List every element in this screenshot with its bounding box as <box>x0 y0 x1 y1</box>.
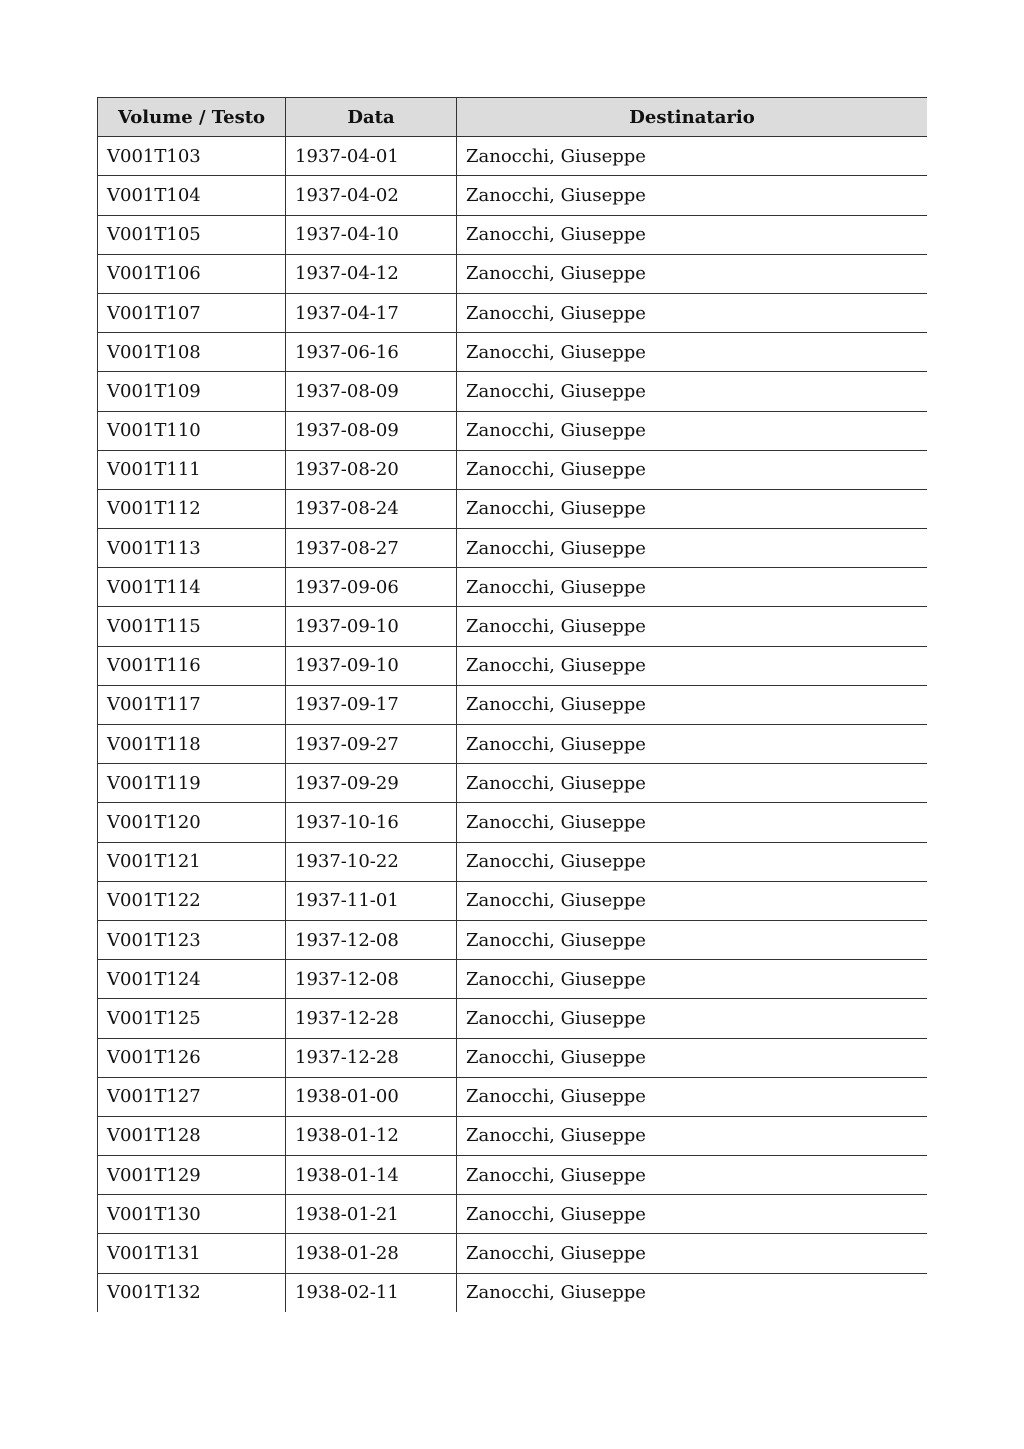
cell-data: 1937-09-17 <box>286 685 457 724</box>
cell-data: 1938-02-11 <box>286 1273 457 1312</box>
cell-data: 1938-01-12 <box>286 1116 457 1155</box>
cell-volume-testo: V001T108 <box>98 333 286 372</box>
cell-data: 1937-08-27 <box>286 529 457 568</box>
cell-volume-testo: V001T132 <box>98 1273 286 1312</box>
table-row <box>98 607 928 646</box>
table-row <box>98 1195 928 1234</box>
cell-data: 1937-04-02 <box>286 176 457 215</box>
letters-table-container <box>97 97 927 1312</box>
cell-volume-testo: V001T112 <box>98 489 286 528</box>
cell-data: 1937-10-22 <box>286 842 457 881</box>
cell-destinatario: Zanocchi, Giuseppe <box>457 1156 928 1195</box>
cell-destinatario: Zanocchi, Giuseppe <box>457 489 928 528</box>
table-row <box>98 960 928 999</box>
cell-destinatario: Zanocchi, Giuseppe <box>457 725 928 764</box>
cell-data: 1938-01-14 <box>286 1156 457 1195</box>
cell-volume-testo: V001T111 <box>98 450 286 489</box>
table-row <box>98 764 928 803</box>
cell-destinatario: Zanocchi, Giuseppe <box>457 1116 928 1155</box>
table-row <box>98 411 928 450</box>
cell-destinatario: Zanocchi, Giuseppe <box>457 176 928 215</box>
cell-data: 1938-01-28 <box>286 1234 457 1273</box>
cell-data: 1938-01-21 <box>286 1195 457 1234</box>
cell-destinatario: Zanocchi, Giuseppe <box>457 333 928 372</box>
cell-volume-testo: V001T127 <box>98 1077 286 1116</box>
table-body <box>98 137 928 1312</box>
table-header-row <box>98 98 928 137</box>
cell-data: 1937-09-27 <box>286 725 457 764</box>
table-row <box>98 1116 928 1155</box>
cell-data: 1937-04-17 <box>286 293 457 332</box>
cell-data: 1937-09-06 <box>286 568 457 607</box>
table-row <box>98 803 928 842</box>
cell-volume-testo: V001T115 <box>98 607 286 646</box>
cell-volume-testo: V001T125 <box>98 999 286 1038</box>
cell-destinatario: Zanocchi, Giuseppe <box>457 764 928 803</box>
table-row <box>98 489 928 528</box>
cell-data: 1937-09-29 <box>286 764 457 803</box>
cell-volume-testo: V001T103 <box>98 137 286 176</box>
cell-volume-testo: V001T131 <box>98 1234 286 1273</box>
cell-volume-testo: V001T114 <box>98 568 286 607</box>
cell-data: 1937-12-08 <box>286 920 457 959</box>
cell-destinatario: Zanocchi, Giuseppe <box>457 1234 928 1273</box>
cell-volume-testo: V001T116 <box>98 646 286 685</box>
cell-data: 1937-04-10 <box>286 215 457 254</box>
table-row <box>98 1077 928 1116</box>
table-row <box>98 450 928 489</box>
cell-destinatario: Zanocchi, Giuseppe <box>457 999 928 1038</box>
cell-volume-testo: V001T126 <box>98 1038 286 1077</box>
cell-destinatario: Zanocchi, Giuseppe <box>457 568 928 607</box>
cell-data: 1937-10-16 <box>286 803 457 842</box>
table-row <box>98 999 928 1038</box>
cell-volume-testo: V001T113 <box>98 529 286 568</box>
cell-data: 1937-12-28 <box>286 1038 457 1077</box>
cell-data: 1937-09-10 <box>286 607 457 646</box>
cell-destinatario: Zanocchi, Giuseppe <box>457 215 928 254</box>
table-row <box>98 920 928 959</box>
cell-data: 1937-04-01 <box>286 137 457 176</box>
cell-destinatario: Zanocchi, Giuseppe <box>457 920 928 959</box>
cell-data: 1938-01-00 <box>286 1077 457 1116</box>
cell-volume-testo: V001T104 <box>98 176 286 215</box>
cell-destinatario: Zanocchi, Giuseppe <box>457 372 928 411</box>
table-row <box>98 1273 928 1312</box>
letters-table <box>97 97 927 1312</box>
cell-destinatario: Zanocchi, Giuseppe <box>457 685 928 724</box>
cell-volume-testo: V001T117 <box>98 685 286 724</box>
cell-volume-testo: V001T130 <box>98 1195 286 1234</box>
cell-destinatario: Zanocchi, Giuseppe <box>457 881 928 920</box>
table-row <box>98 293 928 332</box>
cell-volume-testo: V001T110 <box>98 411 286 450</box>
cell-data: 1937-09-10 <box>286 646 457 685</box>
cell-data: 1937-11-01 <box>286 881 457 920</box>
cell-destinatario: Zanocchi, Giuseppe <box>457 529 928 568</box>
cell-destinatario: Zanocchi, Giuseppe <box>457 960 928 999</box>
table-row <box>98 646 928 685</box>
cell-data: 1937-12-28 <box>286 999 457 1038</box>
table-row <box>98 254 928 293</box>
cell-volume-testo: V001T129 <box>98 1156 286 1195</box>
cell-data: 1937-06-16 <box>286 333 457 372</box>
header-destinatario: Destinatario <box>457 98 928 137</box>
cell-destinatario: Zanocchi, Giuseppe <box>457 254 928 293</box>
cell-destinatario: Zanocchi, Giuseppe <box>457 450 928 489</box>
table-row <box>98 1156 928 1195</box>
cell-volume-testo: V001T120 <box>98 803 286 842</box>
cell-data: 1937-08-09 <box>286 411 457 450</box>
cell-volume-testo: V001T119 <box>98 764 286 803</box>
cell-volume-testo: V001T106 <box>98 254 286 293</box>
table-row <box>98 685 928 724</box>
cell-data: 1937-12-08 <box>286 960 457 999</box>
table-row <box>98 529 928 568</box>
cell-volume-testo: V001T123 <box>98 920 286 959</box>
cell-destinatario: Zanocchi, Giuseppe <box>457 1077 928 1116</box>
cell-data: 1937-04-12 <box>286 254 457 293</box>
cell-destinatario: Zanocchi, Giuseppe <box>457 607 928 646</box>
cell-data: 1937-08-24 <box>286 489 457 528</box>
header-data: Data <box>286 98 457 137</box>
table-row <box>98 372 928 411</box>
cell-destinatario: Zanocchi, Giuseppe <box>457 1195 928 1234</box>
cell-destinatario: Zanocchi, Giuseppe <box>457 411 928 450</box>
table-row <box>98 137 928 176</box>
table-row <box>98 1234 928 1273</box>
table-row <box>98 176 928 215</box>
cell-volume-testo: V001T124 <box>98 960 286 999</box>
cell-volume-testo: V001T128 <box>98 1116 286 1155</box>
cell-destinatario: Zanocchi, Giuseppe <box>457 803 928 842</box>
table-row <box>98 842 928 881</box>
cell-volume-testo: V001T121 <box>98 842 286 881</box>
cell-data: 1937-08-09 <box>286 372 457 411</box>
cell-volume-testo: V001T109 <box>98 372 286 411</box>
table-row <box>98 215 928 254</box>
cell-volume-testo: V001T107 <box>98 293 286 332</box>
cell-destinatario: Zanocchi, Giuseppe <box>457 293 928 332</box>
cell-destinatario: Zanocchi, Giuseppe <box>457 1038 928 1077</box>
cell-destinatario: Zanocchi, Giuseppe <box>457 1273 928 1312</box>
cell-destinatario: Zanocchi, Giuseppe <box>457 137 928 176</box>
cell-volume-testo: V001T122 <box>98 881 286 920</box>
cell-destinatario: Zanocchi, Giuseppe <box>457 842 928 881</box>
cell-volume-testo: V001T118 <box>98 725 286 764</box>
cell-data: 1937-08-20 <box>286 450 457 489</box>
table-row <box>98 568 928 607</box>
header-volume-testo: Volume / Testo <box>98 98 286 137</box>
table-row <box>98 725 928 764</box>
table-row <box>98 1038 928 1077</box>
cell-destinatario: Zanocchi, Giuseppe <box>457 646 928 685</box>
table-row <box>98 333 928 372</box>
cell-volume-testo: V001T105 <box>98 215 286 254</box>
table-row <box>98 881 928 920</box>
